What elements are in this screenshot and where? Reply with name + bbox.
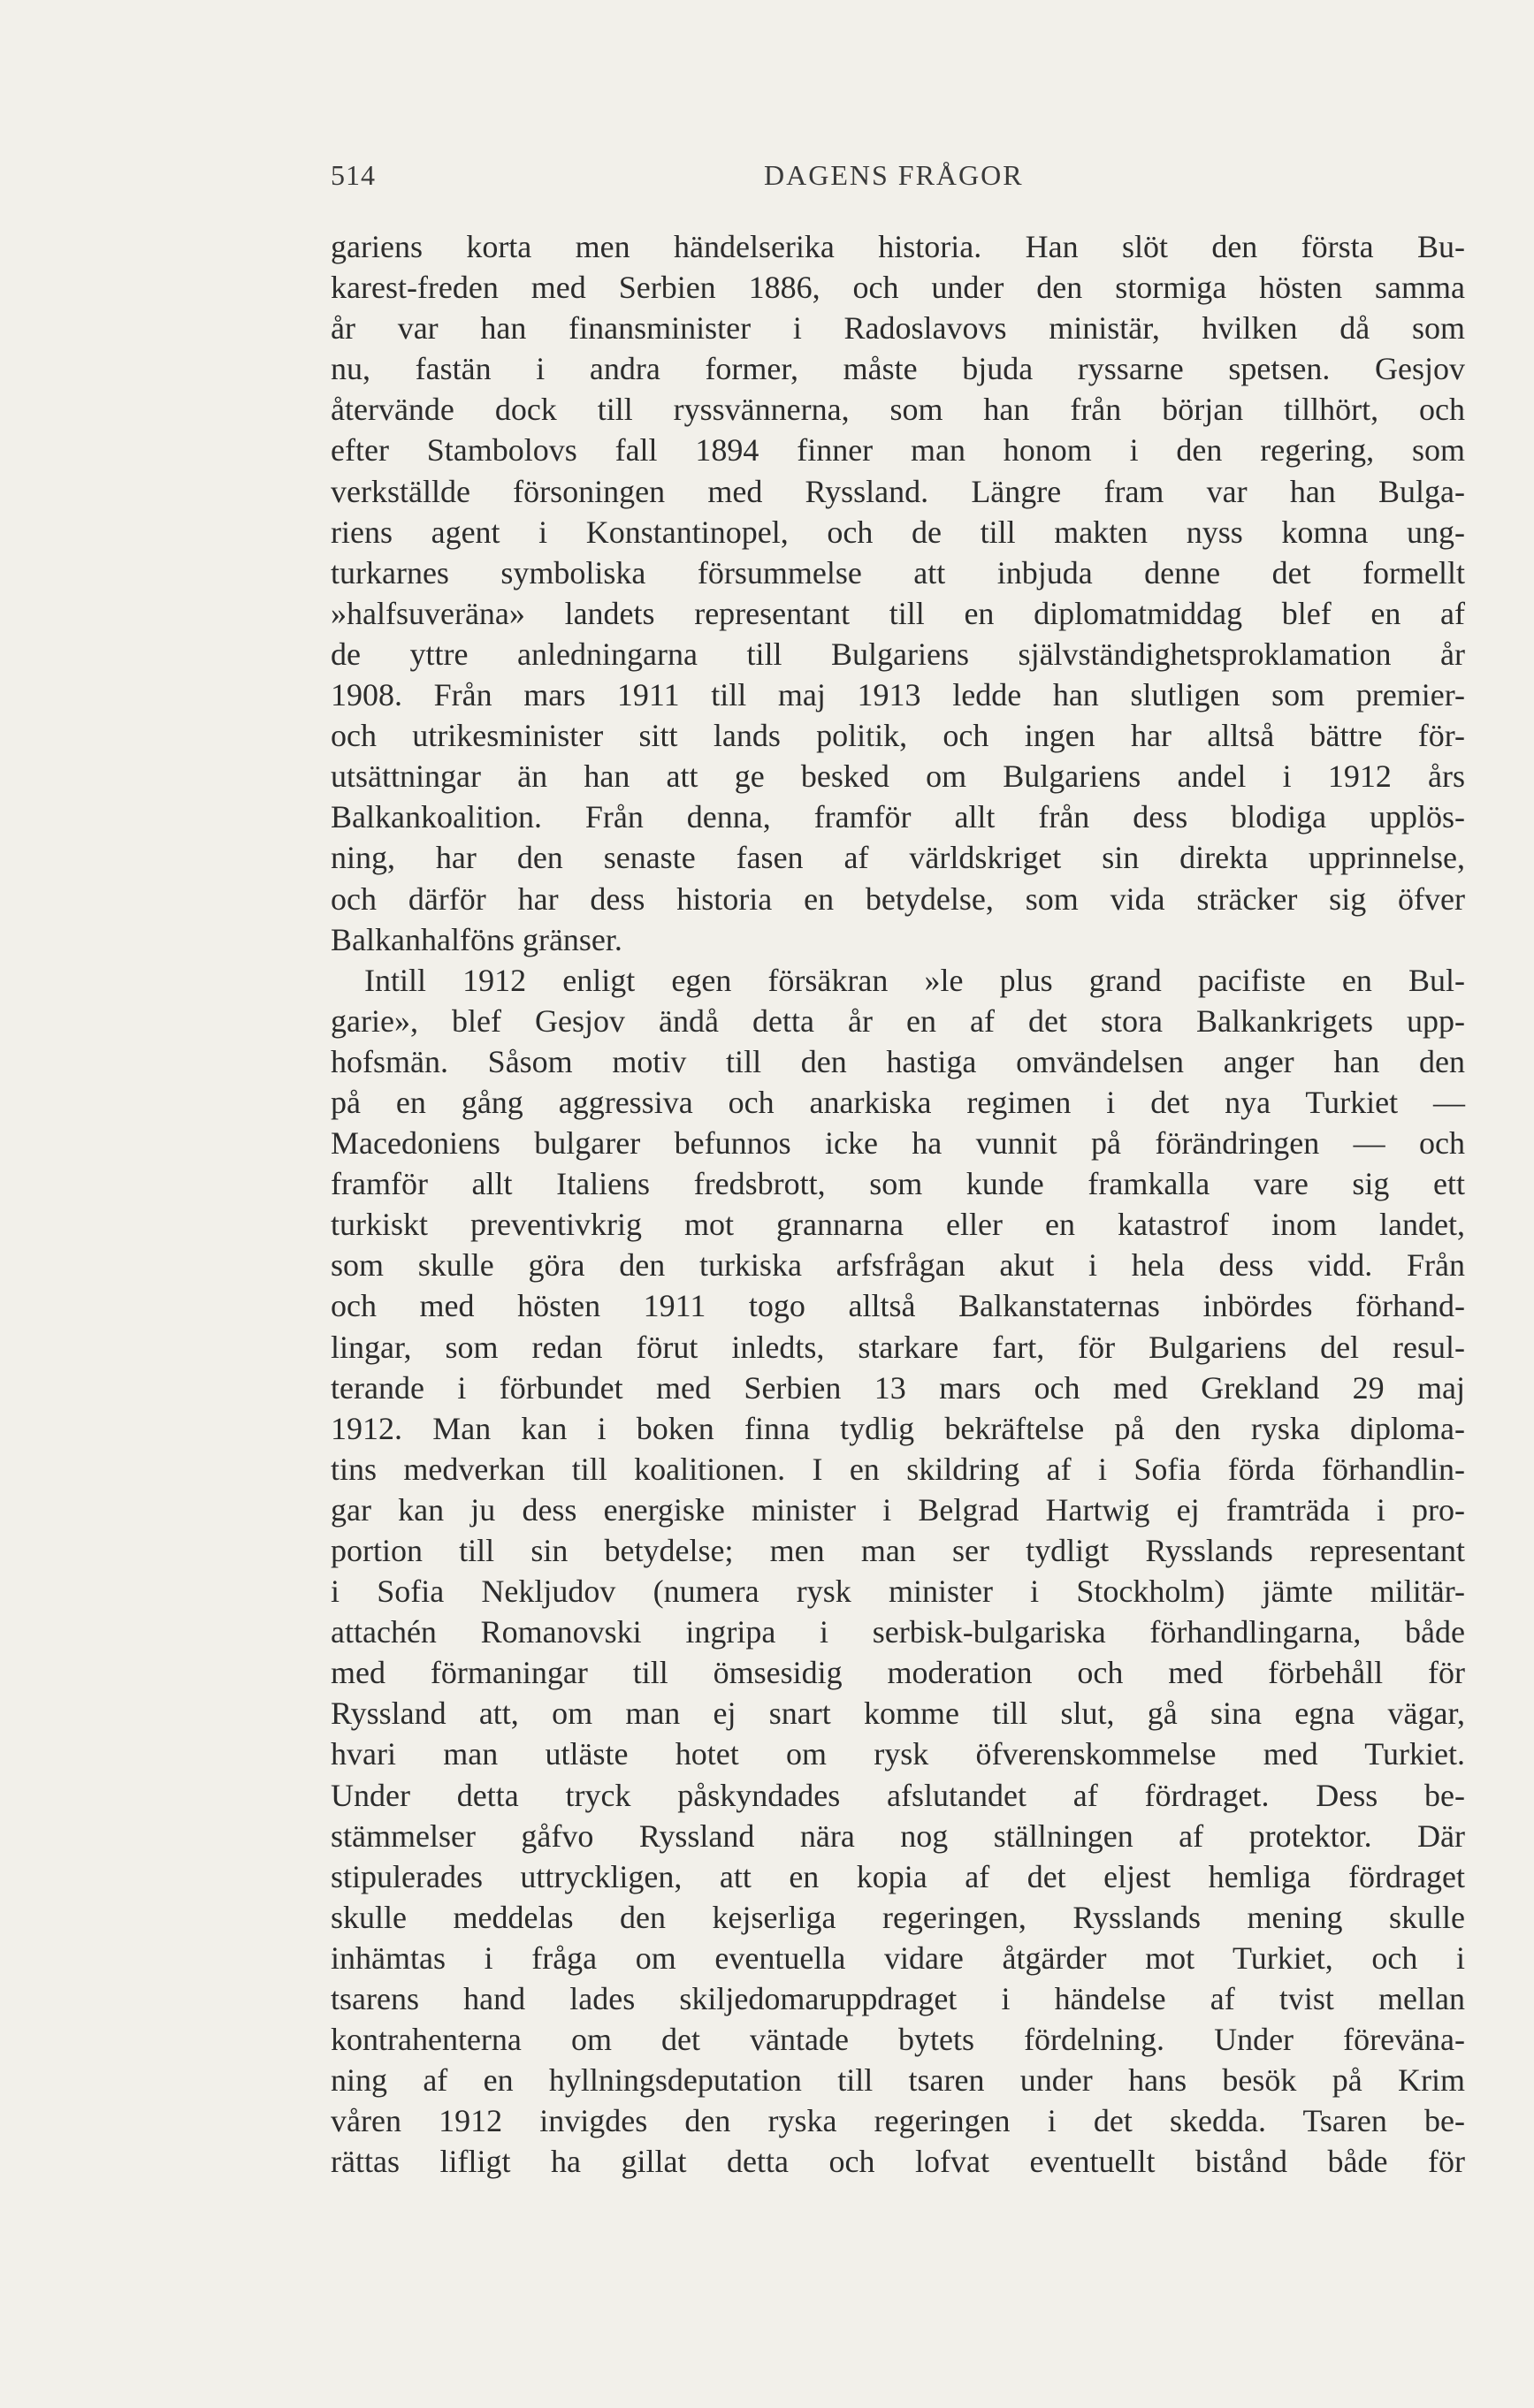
text-line: terande i förbundet med Serbien 13 mars och med Grekland 29 maj bbox=[331, 1369, 1465, 1406]
text-line: 1908. Från mars 1911 till maj 1913 ledde han slutligen som premier- bbox=[331, 677, 1465, 713]
running-title: DAGENS FRÅGOR bbox=[764, 159, 1024, 191]
running-head bbox=[331, 159, 1029, 203]
text-line: ning, har den senaste fasen af världskriget sin direkta upprinnelse, bbox=[331, 840, 1465, 876]
text-line: gariens korta men händelserika historia. Han slöt den första Bu- bbox=[331, 229, 1465, 264]
text-line: och därför har dess historia en betydelse, som vida sträcker sig öfver bbox=[331, 880, 1465, 917]
text-line: Under detta tryck påskyndades afslutandet af fördraget. Dess be- bbox=[331, 1777, 1465, 1813]
text-line: gar kan ju dess energiske minister i Belgrad Hartwig ej framträda i pro- bbox=[331, 1491, 1465, 1528]
text-line: kontrahenterna om det väntade bytets fördelning. Under föreväna- bbox=[331, 2022, 1465, 2058]
body-text bbox=[331, 226, 1465, 2183]
text-line: utsättningar än han att ge besked om Bulgariens andel i 1912 års bbox=[331, 758, 1465, 795]
text-line: med förmaningar till ömsesidig moderation och med förbehåll för bbox=[331, 1655, 1465, 1691]
text-line: och med hösten 1911 togo alltså Balkanstaternas inbördes förhand- bbox=[331, 1288, 1465, 1324]
text-line: 1912. Man kan i boken finna tydlig bekräftelse på den ryska diploma- bbox=[331, 1410, 1465, 1446]
text-line: rättas lifligt ha gillat detta och lofvat eventuellt bistånd både för bbox=[331, 2144, 1465, 2180]
text-line: som skulle göra den turkiska arfsfrågan akut i hela dess vidd. Från bbox=[331, 1247, 1465, 1284]
text-line: i Sofia Nekljudov (numera rysk minister i Stockholm) jämte militär- bbox=[331, 1574, 1465, 1610]
text-line: lingar, som redan förut inledts, starkare fart, för Bulgariens del resul- bbox=[331, 1329, 1465, 1365]
text-line: attachén Romanovski ingripa i serbisk-bulgariska förhandlingarna, både bbox=[331, 1614, 1465, 1650]
text-line: verkställde försoningen med Ryssland. Längre fram var han Bulga- bbox=[331, 473, 1465, 509]
text-line: inhämtas i fråga om eventuella vidare åtgärder mot Turkiet, och i bbox=[331, 1939, 1465, 1976]
text-line: Balkankoalition. Från denna, framför allt från dess blodiga upplös- bbox=[331, 799, 1465, 835]
text-line: turkarnes symboliska försummelse att inbjuda denne det formellt bbox=[331, 554, 1465, 591]
text-line: de yttre anledningarna till Bulgariens självständighetsproklamation år bbox=[331, 636, 1465, 672]
text-line: återvände dock till ryssvännerna, som han från början tillhört, och bbox=[331, 392, 1465, 428]
text-line: tins medverkan till koalitionen. I en skildring af i Sofia förda förhandlin- bbox=[331, 1451, 1465, 1487]
text-line: efter Stambolovs fall 1894 finner man honom i den regering, som bbox=[331, 432, 1465, 469]
text-line: stämmelser gåfvo Ryssland nära nog ställningen af protektor. Där bbox=[331, 1817, 1465, 1854]
text-line: framför allt Italiens fredsbrott, som kunde framkalla vare sig ett bbox=[331, 1166, 1465, 1202]
text-line: på en gång aggressiva och anarkiska regimen i det nya Turkiet — bbox=[331, 1084, 1465, 1120]
text-line: »halfsuveräna» landets representant till en diplomatmiddag blef en af bbox=[331, 595, 1465, 631]
text-line: garie», blef Gesjov ändå detta år en af det stora Balkankrigets upp- bbox=[331, 1002, 1465, 1039]
page-number: 514 bbox=[331, 159, 376, 191]
text-line: karest-freden med Serbien 1886, och under den stormiga hösten samma bbox=[331, 270, 1465, 306]
text-line: våren 1912 invigdes den ryska regeringen i det skedda. Tsaren be- bbox=[331, 2103, 1465, 2139]
text-line: år var han finansminister i Radoslavovs ministär, hvilken då som bbox=[331, 310, 1465, 347]
text-line: stipulerades uttryckligen, att en kopia af det eljest hemliga fördraget bbox=[331, 1858, 1465, 1894]
text-line: portion till sin betydelse; men man ser tydligt Rysslands representant bbox=[331, 1533, 1465, 1568]
text-line: skulle meddelas den kejserliga regeringen, Rysslands mening skulle bbox=[331, 1899, 1465, 1935]
text-line-paragraph-start: Intill 1912 enligt egen försäkran »le plus grand pacifiste en Bul- bbox=[364, 962, 1465, 998]
text-line: riens agent i Konstantinopel, och de till makten nyss komna ung- bbox=[331, 514, 1465, 550]
text-line: Macedoniens bulgarer befunnos icke ha vunnit på förändringen — och bbox=[331, 1125, 1465, 1162]
text-line: och utrikesminister sitt lands politik, och ingen har alltså bättre för- bbox=[331, 718, 1465, 754]
text-line: hvari man utläste hotet om rysk öfverenskommelse med Turkiet. bbox=[331, 1736, 1465, 1772]
text-line: Ryssland att, om man ej snart komme till slut, gå sina egna vägar, bbox=[331, 1696, 1465, 1732]
text-line: nu, fastän i andra former, måste bjuda ryssarne spetsen. Gesjov bbox=[331, 351, 1465, 387]
text-line: hofsmän. Såsom motiv till den hastiga omvändelsen anger han den bbox=[331, 1043, 1465, 1079]
text-line-paragraph-end: Balkanhalföns gränser. bbox=[331, 921, 622, 957]
text-line: tsarens hand lades skiljedomaruppdraget i händelse af tvist mellan bbox=[331, 1981, 1465, 2017]
text-line: turkiskt preventivkrig mot grannarna eller en katastrof inom landet, bbox=[331, 1207, 1465, 1243]
text-line: ning af en hyllningsdeputation till tsaren under hans besök på Krim bbox=[331, 2062, 1465, 2099]
